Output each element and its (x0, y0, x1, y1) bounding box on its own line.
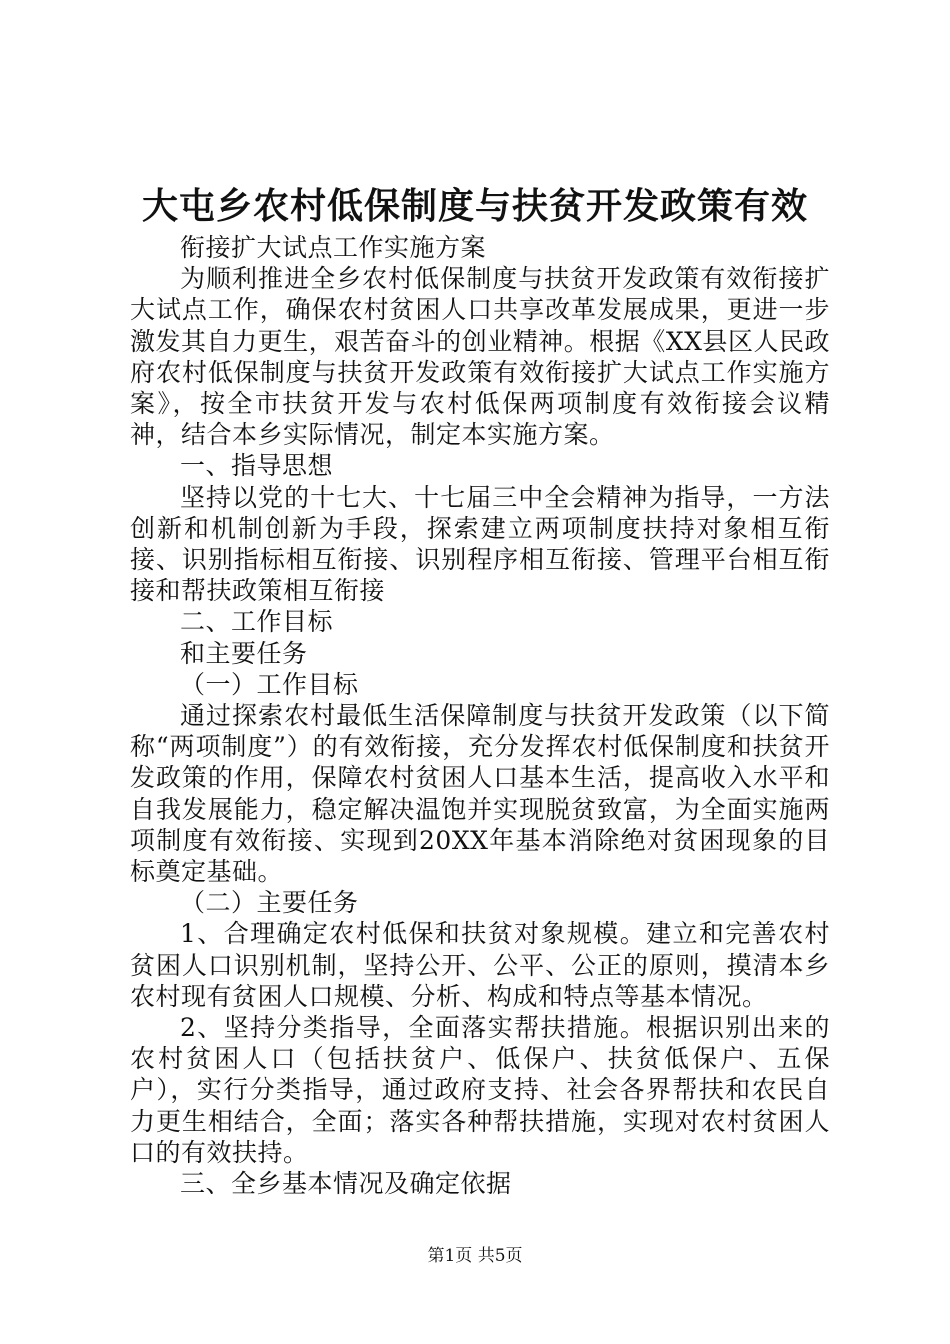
paragraph-task-1: 1、合理确定农村低保和扶贫对象规模。建立和完善农村贫困人口识别机制，坚持公开、公平、公正的原则，摸清本乡农村现有贫困人口规模、分析、构成和特点等基本情况。 (130, 919, 830, 1011)
subheading-main-tasks: （二）主要任务 (180, 888, 359, 918)
paragraph-guiding-thought: 坚持以党的十七大、十七届三中全会精神为指导，一方法创新和机制创新为手段，探索建立两项制度扶持对象相互衔接、识别指标相互衔接、识别程序相互衔接、管理平台相互衔接和帮扶政策相互衔接 (130, 482, 830, 606)
paragraph-task-2: 2、坚持分类指导，全面落实帮扶措施。根据识别出来的农村贫困人口（包括扶贫户、低保户、扶贫低保户、五保户），实行分类指导，通过政府支持、社会各界帮扶和农民自力更生相结合，全面；落实各种帮扶措施，实现对农村贫困人口的有效扶持。 (130, 1013, 830, 1167)
subheading-work-goals: （一）工作目标 (180, 669, 359, 699)
document-body (130, 232, 830, 1199)
subtitle-line: 衔接扩大试点工作实施方案 (180, 233, 487, 262)
heading-work-goals: 二、工作目标 (180, 607, 334, 637)
heading-basic-situation: 三、全乡基本情况及确定依据 (180, 1169, 512, 1199)
document-title: 大屯乡农村低保制度与扶贫开发政策有效 (141, 185, 808, 227)
page-number-footer: 第1页 共5页 (427, 1246, 523, 1266)
heading-guiding-thought: 一、指导思想 (180, 451, 334, 481)
heading-main-tasks: 和主要任务 (180, 638, 308, 668)
paragraph-intro: 为顺利推进全乡农村低保制度与扶贫开发政策有效衔接扩大试点工作，确保农村贫困人口共享改革发展成果，更进一步激发其自力更生，艰苦奋斗的创业精神。根据《XX县区人民政府农村低保制度与扶贫开发政策有效衔接扩大试点工作实施方案》，按全市扶贫开发与农村低保两项制度有效衔接会议精神，结合本乡实际情况，制定本实施方案。 (130, 264, 830, 450)
paragraph-work-goals: 通过探索农村最低生活保障制度与扶贫开发政策（以下简称“两项制度”）的有效衔接，充分发挥农村低保制度和扶贫开发政策的作用，保障农村贫困人口基本生活，提高收入水平和自我发展能力，稳定解决温饱并实现脱贫致富，为全面实施两项制度有效衔接、实现到20XX年基本消除绝对贫困现象的目标奠定基础。 (130, 701, 830, 887)
